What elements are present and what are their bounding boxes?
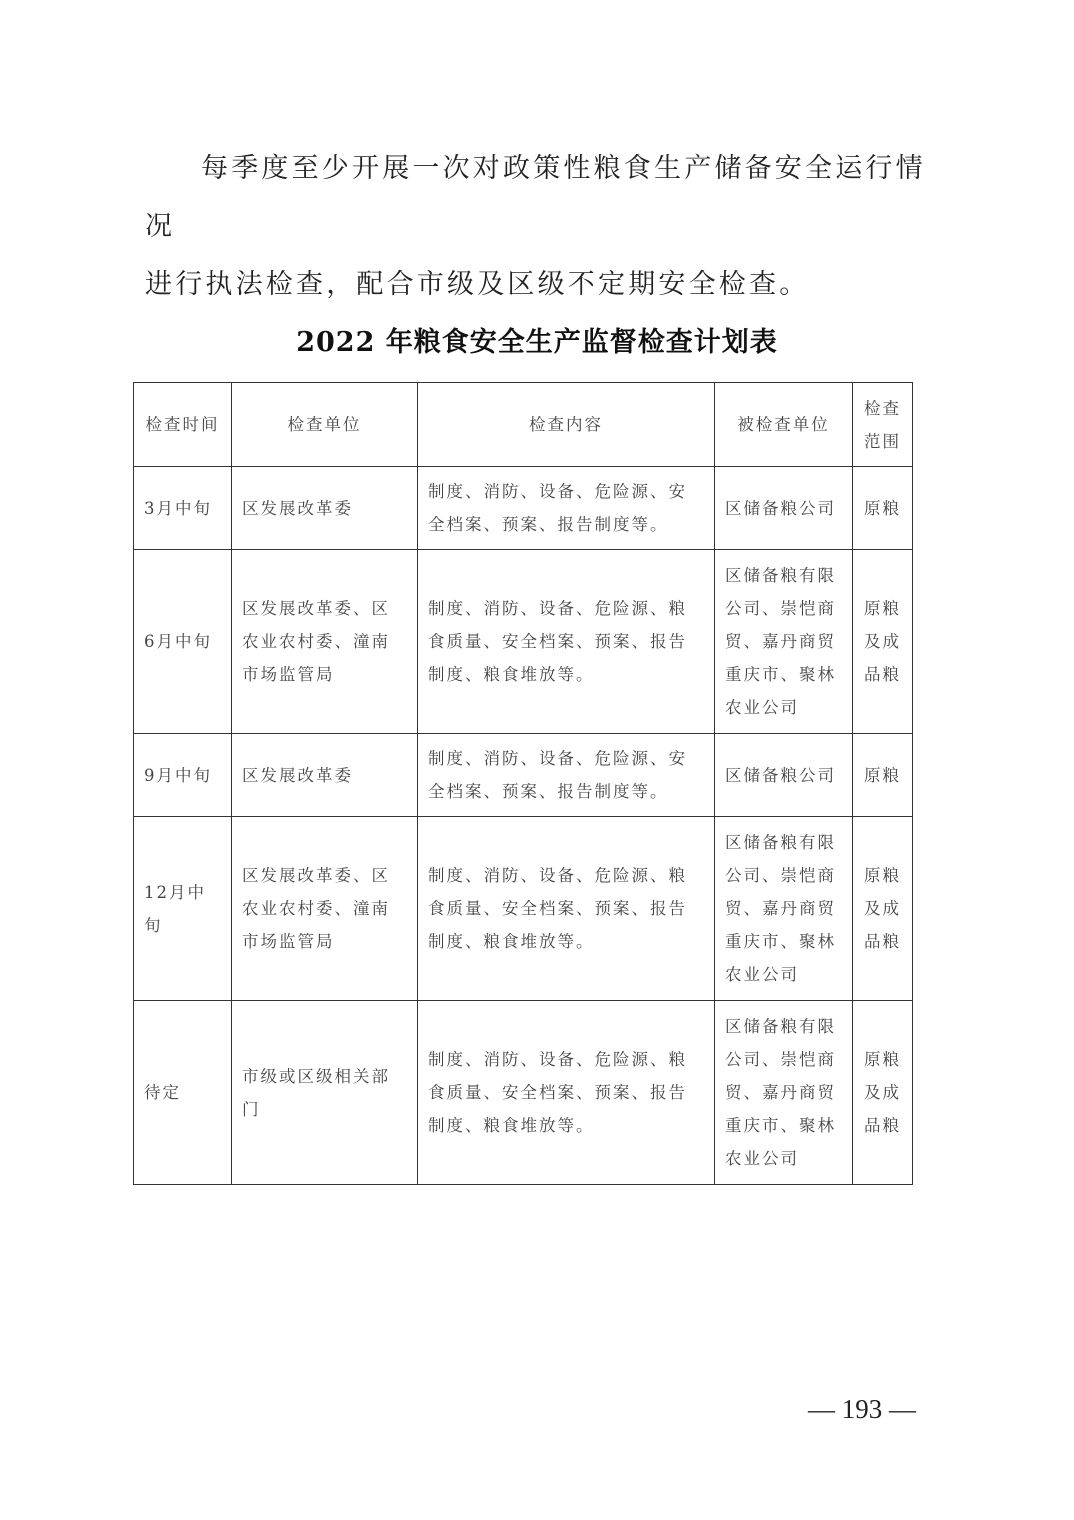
table-row [134,550,913,734]
header-inspected: 被检查单位 [715,383,853,467]
cell-unit: 区发展改革委 [232,734,418,817]
cell-scope: 原粮及成品粮 [853,817,913,1001]
page-number: — 193 — [808,1394,916,1424]
cell-unit: 市级或区级相关部门 [232,1001,418,1185]
cell-time: 9月中旬 [134,734,232,817]
cell-content: 制度、消防、设备、危险源、安全档案、预案、报告制度等。 [418,734,715,817]
cell-content: 制度、消防、设备、危险源、粮食质量、安全档案、预案、报告制度、粮食堆放等。 [418,550,715,734]
cell-scope: 原粮及成品粮 [853,1001,913,1185]
intro-line-2: 进行执法检查，配合市级及区级不定期安全检查。 [145,269,810,300]
cell-content: 制度、消防、设备、危险源、粮食质量、安全档案、预案、报告制度、粮食堆放等。 [418,817,715,1001]
intro-line-1: 每季度至少开展一次对政策性粮食生产储备安全运行情况 [145,153,926,242]
cell-inspected: 区储备粮有限公司、崇恺商贸、嘉丹商贸重庆市、聚林农业公司 [715,550,853,734]
table-row [134,1001,913,1185]
header-content: 检查内容 [418,383,715,467]
table-row [134,467,913,550]
cell-unit: 区发展改革委、区农业农村委、潼南市场监管局 [232,550,418,734]
cell-inspected: 区储备粮有限公司、崇恺商贸、嘉丹商贸重庆市、聚林农业公司 [715,1001,853,1185]
cell-content: 制度、消防、设备、危险源、粮食质量、安全档案、预案、报告制度、粮食堆放等。 [418,1001,715,1185]
header-time: 检查时间 [134,383,232,467]
cell-scope: 原粮及成品粮 [853,550,913,734]
table-row [134,817,913,1001]
cell-time: 待定 [134,1001,232,1185]
intro-paragraph [145,140,945,314]
cell-time: 6月中旬 [134,550,232,734]
cell-content: 制度、消防、设备、危险源、安全档案、预案、报告制度等。 [418,467,715,550]
table-title: 2022 年粮食安全生产监督检查计划表 [296,327,778,358]
cell-unit: 区发展改革委、区农业农村委、潼南市场监管局 [232,817,418,1001]
table-header-row [134,383,913,467]
cell-time: 3月中旬 [134,467,232,550]
table-row [134,734,913,817]
cell-time: 12月中旬 [134,817,232,1001]
cell-inspected: 区储备粮有限公司、崇恺商贸、嘉丹商贸重庆市、聚林农业公司 [715,817,853,1001]
cell-inspected: 区储备粮公司 [715,467,853,550]
cell-inspected: 区储备粮公司 [715,734,853,817]
inspection-plan-table [133,382,913,1185]
cell-scope: 原粮 [853,467,913,550]
header-scope: 检查范围 [853,383,913,467]
cell-scope: 原粮 [853,734,913,817]
header-unit: 检查单位 [232,383,418,467]
cell-unit: 区发展改革委 [232,467,418,550]
